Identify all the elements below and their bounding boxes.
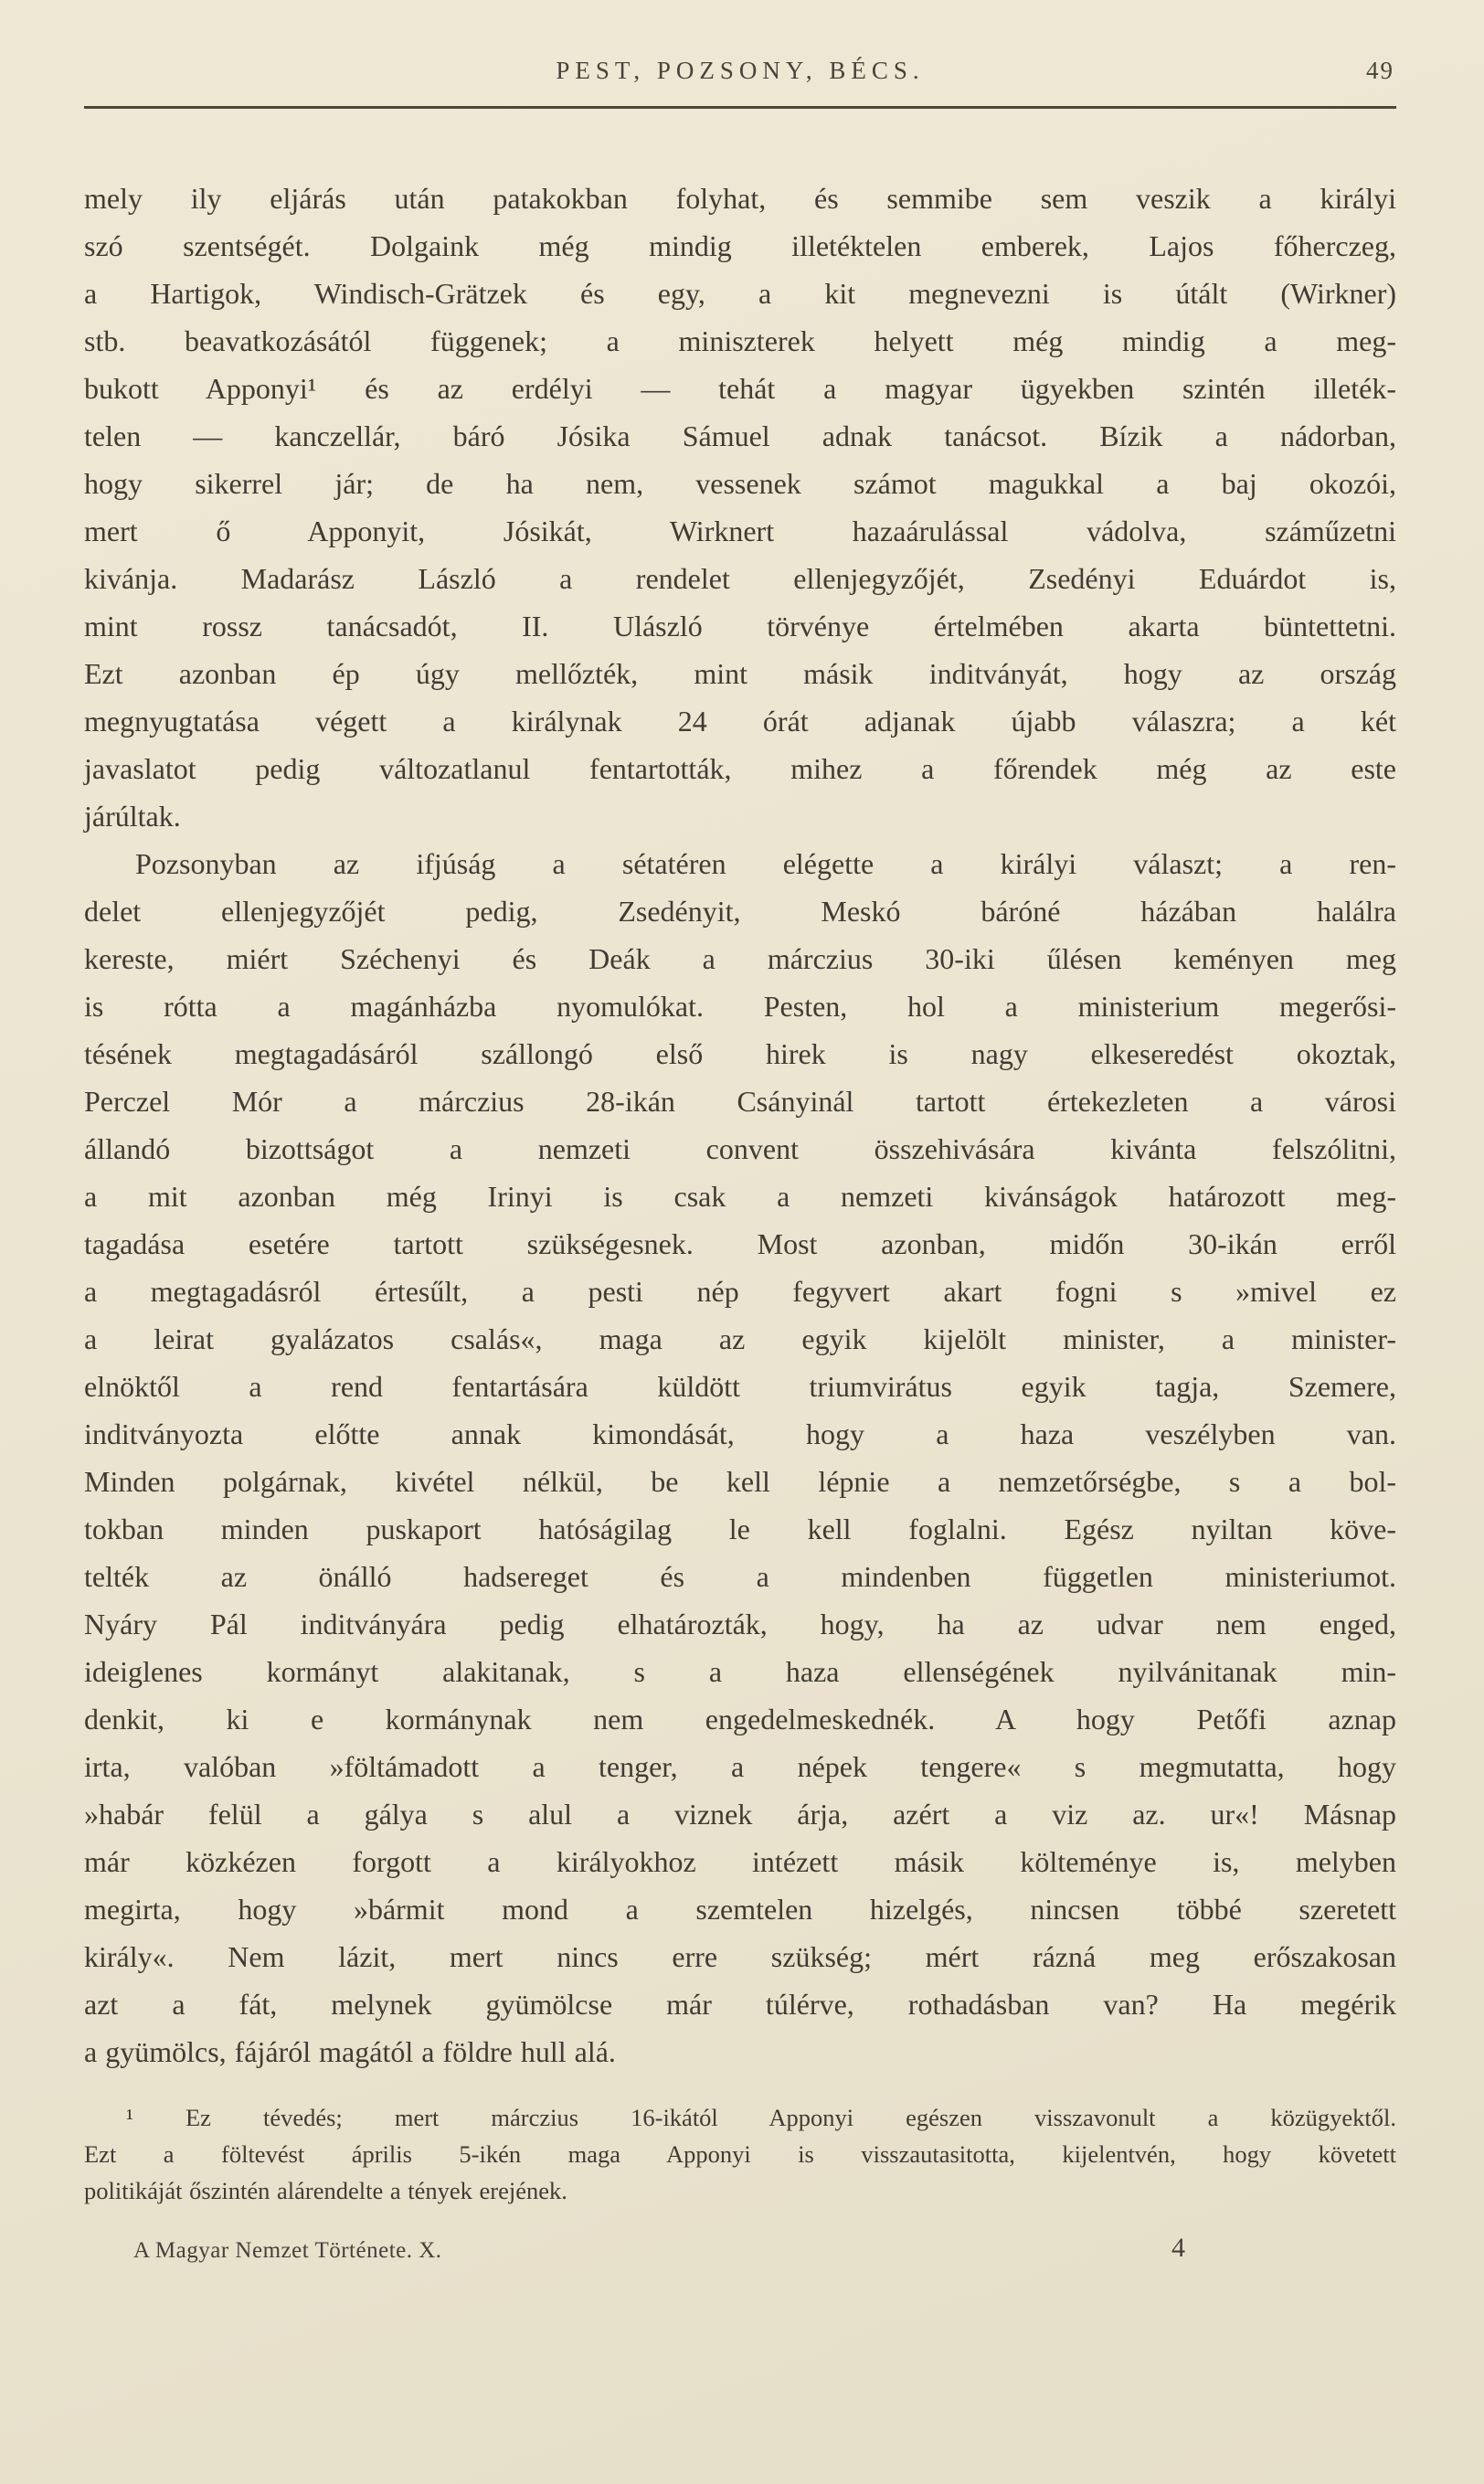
- text-line: Ezt azonban ép úgy mellőzték, mint másik inditványát, hogy az ország: [84, 657, 1396, 690]
- text-line: a Hartigok, Windisch-Grätzek és egy, a kit megnevezni is útált (Wirkner): [84, 277, 1396, 310]
- text-line: tagadása esetére tartott szükségesnek. Most azonban, midőn 30-ikán erről: [84, 1227, 1396, 1260]
- text-line: bukott Apponyi¹ és az erdélyi — tehát a magyar ügyekben szintén illeték-: [84, 372, 1396, 405]
- text-line: politikáját őszintén alárendelte a tények erejének.: [84, 2177, 567, 2204]
- text-line: mint rossz tanácsadót, II. Ulászló törvénye értelmében akarta büntettetni.: [84, 610, 1396, 642]
- text-line: telték az önálló hadsereget és a mindenben független ministeriumot.: [84, 1560, 1396, 1593]
- text-line: inditványozta előtte annak kimondását, hogy a haza veszélyben van.: [84, 1417, 1396, 1450]
- footer-signature-mark: 4: [1171, 2233, 1185, 2263]
- text-line: a gyümölcs, fájáról magától a földre hull alá.: [84, 2035, 616, 2068]
- text-line: Minden polgárnak, kivétel nélkül, be kell lépnie a nemzetőrségbe, s a bol-: [84, 1465, 1396, 1498]
- text-line: elnöktől a rend fentartására küldött triumvirátus egyik tagja, Szemere,: [84, 1370, 1396, 1403]
- text-line: mely ily eljárás után patakokban folyhat, és semmibe sem veszik a királyi: [84, 182, 1396, 215]
- text-line: megirta, hogy »bármit mond a szemtelen hizelgés, nincsen többé szeretett: [84, 1893, 1396, 1926]
- page-number: 49: [1366, 57, 1394, 84]
- text-line: kivánja. Madarász László a rendelet ellenjegyzőjét, Zsedényi Eduárdot is,: [84, 562, 1396, 595]
- text-line: a leirat gyalázatos csalás«, maga az egyik kijelölt minister, a minister-: [84, 1322, 1396, 1355]
- footnote: [84, 2099, 1396, 2209]
- text-line: azt a fát, melynek gyümölcse már túlérve, rothadásban van? Ha megérik: [84, 1988, 1396, 2021]
- paragraph-continuation: [84, 175, 1396, 840]
- text-line: stb. beavatkozásától függenek; a miniszterek helyett még mindig a meg-: [84, 324, 1396, 357]
- text-line: a megtagadásról értesűlt, a pesti nép fegyvert akart fogni s »mivel ez: [84, 1275, 1396, 1308]
- running-title: PEST, POZSONY, BÉCS.: [556, 57, 925, 84]
- text-line: delet ellenjegyzőjét pedig, Zsedényit, Meskó báróné házában halálra: [84, 895, 1396, 928]
- paragraph: [84, 840, 1396, 2075]
- text-line: hogy sikerrel jár; de ha nem, vessenek számot magukkal a baj okozói,: [84, 467, 1396, 500]
- text-line: Nyáry Pál inditványára pedig elhatározták, hogy, ha az udvar nem enged,: [84, 1608, 1396, 1640]
- text-line: Ezt a föltevést április 5-ikén maga Apponyi is visszautasitotta, kijelentvén, hogy követett: [84, 2140, 1396, 2168]
- text-line: telen — kanczellár, báró Jósika Sámuel adnak tanácsot. Bízik a nádorban,: [84, 419, 1396, 452]
- text-line: a mit azonban még Irinyi is csak a nemzeti kivánságok határozott meg-: [84, 1180, 1396, 1213]
- header-rule: [84, 106, 1396, 109]
- text-line: ¹ Ez tévedés; mert márczius 16-ikától Apponyi egészen visszavonult a közügyektől.: [126, 2104, 1396, 2131]
- text-line: Perczel Mór a márczius 28-ikán Csányinál tartott értekezleten a városi: [84, 1085, 1396, 1118]
- page-footer: [84, 2233, 1396, 2264]
- text-line: is rótta a magánházba nyomulókat. Pesten, hol a ministerium megerősi-: [84, 990, 1396, 1023]
- text-line: Pozsonyban az ifjúság a sétatéren elégette a királyi választ; a ren-: [135, 847, 1396, 880]
- text-line: már közkézen forgott a királyokhoz intézett másik költeménye is, melyben: [84, 1845, 1396, 1878]
- page-header: [84, 57, 1396, 93]
- text-line: tésének megtagadásáról szállongó első hirek is nagy elkeseredést okoztak,: [84, 1037, 1396, 1070]
- text-line: »habár felül a gálya s alul a viznek árja, azért a viz az. ur«! Másnap: [84, 1798, 1396, 1831]
- text-line: javaslatot pedig változatlanul fentartották, mihez a főrendek még az este: [84, 752, 1396, 785]
- text-line: járúltak.: [84, 800, 181, 833]
- body-text: [84, 175, 1396, 2075]
- text-line: megnyugtatása végett a királynak 24 órát adjanak újabb válaszra; a két: [84, 705, 1396, 738]
- text-line: tokban minden puskaport hatóságilag le kell foglalni. Egész nyiltan köve-: [84, 1513, 1396, 1545]
- text-line: mert ő Apponyit, Jósikát, Wirknert hazaárulással vádolva, száműzetni: [84, 515, 1396, 547]
- text-line: ideiglenes kormányt alakitanak, s a haza ellenségének nyilvánitanak min-: [84, 1655, 1396, 1688]
- text-line: szó szentségét. Dolgaink még mindig illetéktelen emberek, Lajos főherczeg,: [84, 229, 1396, 262]
- text-line: irta, valóban »föltámadott a tenger, a népek tengere« s megmutatta, hogy: [84, 1750, 1396, 1783]
- text-line: kereste, miért Széchenyi és Deák a márczius 30-iki űlésen keményen meg: [84, 942, 1396, 975]
- text-line: állandó bizottságot a nemzeti convent összehivására kivánta felszólitni,: [84, 1132, 1396, 1165]
- text-line: király«. Nem lázit, mert nincs erre szükség; mért rázná meg erőszakosan: [84, 1940, 1396, 1973]
- text-line: denkit, ki e kormánynak nem engedelmeskednék. A hogy Petőfi aznap: [84, 1703, 1396, 1736]
- footer-book-title: A Magyar Nemzet Története. X.: [133, 2238, 442, 2263]
